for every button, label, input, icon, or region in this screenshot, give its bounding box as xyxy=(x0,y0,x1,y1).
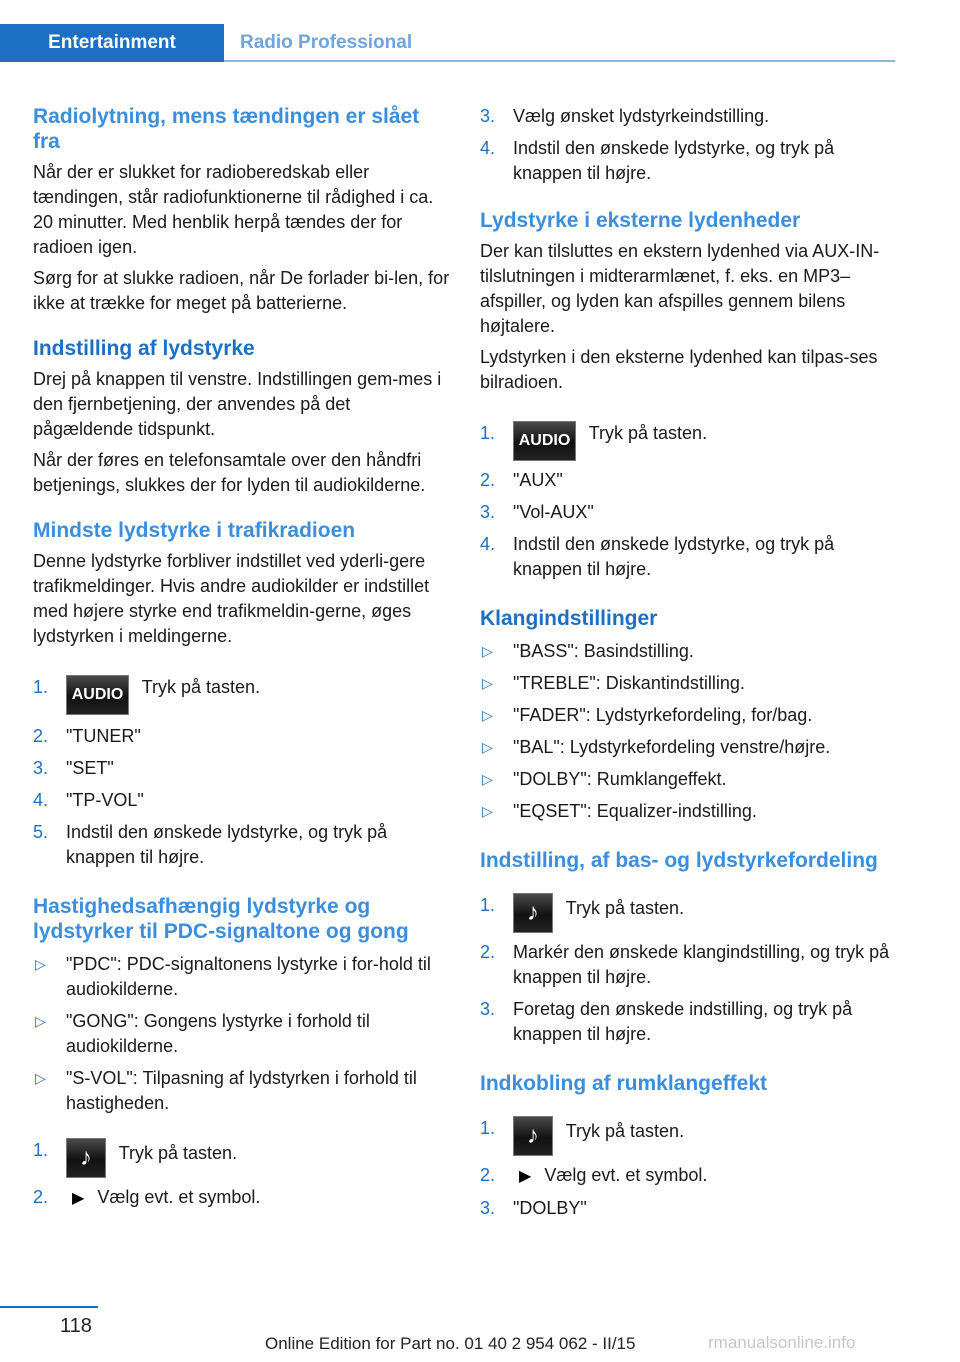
step-number: 4. xyxy=(480,138,496,158)
list-item xyxy=(480,104,898,129)
step-number: 2. xyxy=(480,470,496,490)
section-title-sound-settings: Klangindstillinger xyxy=(480,607,658,630)
steps-list xyxy=(480,104,898,186)
arrow-right-icon: ▶ xyxy=(519,1168,532,1185)
step-number: 5. xyxy=(33,822,49,842)
list-item xyxy=(33,756,451,781)
audio-button[interactable]: AUDIO xyxy=(66,675,129,715)
paragraph: Drej på knappen til venstre. Indstillingen gem-mes i den fjernbetjening, der anvendes på det pågældende tidspunkt. xyxy=(33,369,442,439)
step-text: Vælg evt. et symbol. xyxy=(544,1165,708,1185)
list-item xyxy=(480,940,898,990)
list-item xyxy=(33,952,451,1002)
step-text: Indstil den ønskede lydstyrke, og tryk på knappen til højre. xyxy=(513,138,835,183)
section-title-volume: Indstilling af lydstyrke xyxy=(33,337,255,360)
step-number: 4. xyxy=(480,534,496,554)
step-text: "AUX" xyxy=(513,470,563,490)
list-item xyxy=(480,500,898,525)
list-item xyxy=(480,1163,898,1189)
page-number: 118 xyxy=(60,1315,92,1337)
bullet-text: "BAL": Lydstyrkefordeling venstre/højre. xyxy=(513,737,831,757)
bullet-icon: ▷ xyxy=(482,675,493,691)
bullet-list xyxy=(33,952,451,1116)
paragraph: Der kan tilsluttes en ekstern lydenhed via AUX-IN-tilslutningen i midterarmlænet, f. eks. en MP3–afspiller, og lyden kan afspilles gennem bilens højtalere. xyxy=(480,241,880,336)
tab-radio-professional[interactable]: Radio Professional xyxy=(240,32,413,53)
paragraph: Lydstyrken i den eksterne lydenhed kan tilpas-ses bilradioen. xyxy=(480,347,878,392)
step-text: "TP-VOL" xyxy=(66,790,144,810)
list-item xyxy=(480,735,898,760)
section-title-min-traffic-volume: Mindste lydstyrke i trafikradioen xyxy=(33,519,356,542)
bullet-text: "PDC": PDC-signaltonens lystyrke i for-hold til audiokilderne. xyxy=(66,954,431,999)
step-text: Vælg evt. et symbol. xyxy=(97,1187,261,1207)
steps-list xyxy=(33,667,451,870)
step-number: 1. xyxy=(33,677,49,697)
step-text: "Vol-AUX" xyxy=(513,502,594,522)
left-column xyxy=(33,102,451,1211)
step-number: 3. xyxy=(480,1198,496,1218)
list-item xyxy=(480,671,898,696)
bullet-icon: ▷ xyxy=(482,803,493,819)
section-title-reverb: Indkobling af rumklangeffekt xyxy=(480,1072,768,1095)
bullet-text: "TREBLE": Diskantindstilling. xyxy=(513,673,745,693)
step-text: Tryk på tasten. xyxy=(118,1143,238,1163)
step-number: 3. xyxy=(480,502,496,522)
bullet-icon: ▷ xyxy=(482,643,493,659)
bullet-text: "EQSET": Equalizer-indstilling. xyxy=(513,801,757,821)
bullet-text: "DOLBY": Rumklangeffekt. xyxy=(513,769,727,789)
step-text: Tryk på tasten. xyxy=(565,1121,685,1141)
bullet-icon: ▷ xyxy=(482,771,493,787)
bullet-icon: ▷ xyxy=(35,956,46,972)
bullet-text: "BASS": Basindstilling. xyxy=(513,641,694,661)
step-text: Tryk på tasten. xyxy=(141,677,261,697)
steps-list xyxy=(480,413,898,582)
list-item xyxy=(33,820,451,870)
bullet-icon: ▷ xyxy=(35,1013,46,1029)
bullet-text: "FADER": Lydstyrkefordeling, for/bag. xyxy=(513,705,813,725)
bullet-icon: ▷ xyxy=(482,739,493,755)
step-text: Markér den ønskede klangindstilling, og tryk på knappen til højre. xyxy=(513,942,890,987)
step-text: "SET" xyxy=(66,758,114,778)
list-item xyxy=(33,1185,451,1211)
edition-text: Online Edition for Part no. 01 40 2 954 062 - II/15 xyxy=(265,1334,636,1353)
list-item xyxy=(480,997,898,1047)
step-text: Foretag den ønskede indstilling, og tryk på knappen til højre. xyxy=(513,999,853,1044)
step-number: 3. xyxy=(33,758,49,778)
list-item xyxy=(33,667,451,717)
step-number: 3. xyxy=(480,999,496,1019)
music-note-icon[interactable]: ♪ xyxy=(513,893,553,933)
list-item xyxy=(33,1009,451,1059)
section-title-radio-ignition-off: Radiolytning, mens tændingen er slået fra xyxy=(33,105,420,153)
audio-button[interactable]: AUDIO xyxy=(513,421,576,461)
list-item xyxy=(480,468,898,493)
list-item xyxy=(33,724,451,749)
list-item xyxy=(480,136,898,186)
list-item xyxy=(33,788,451,813)
step-number: 1. xyxy=(480,1118,496,1138)
list-item xyxy=(480,799,898,824)
watermark: rmanualsonline.info xyxy=(708,1333,856,1352)
list-item xyxy=(480,413,898,461)
step-number: 1. xyxy=(33,1140,49,1160)
step-number: 2. xyxy=(33,1187,49,1207)
step-number: 2. xyxy=(480,1165,496,1185)
step-text: Tryk på tasten. xyxy=(588,423,708,443)
step-number: 1. xyxy=(480,895,496,915)
list-item xyxy=(480,532,898,582)
step-number: 2. xyxy=(480,942,496,962)
list-item xyxy=(33,1066,451,1116)
header-divider xyxy=(224,60,895,62)
bullet-text: "S-VOL": Tilpasning af lydstyrken i forhold til hastigheden. xyxy=(66,1068,417,1113)
list-item xyxy=(33,1130,451,1178)
bullet-icon: ▷ xyxy=(35,1070,46,1086)
steps-list xyxy=(480,885,898,1047)
paragraph: Sørg for at slukke radioen, når De forlader bi-len, for ikke at trække for meget på batterierne. xyxy=(33,268,450,313)
step-number: 4. xyxy=(33,790,49,810)
list-item xyxy=(480,1108,898,1156)
paragraph: Denne lydstyrke forbliver indstillet ved yderli-gere trafikmeldinger. Hvis andre audiokilder er indstillet med højere styrke end trafikmeldin-gerne, øges lydstyrken i meldingerne. xyxy=(33,551,430,646)
list-item xyxy=(480,885,898,933)
page-header xyxy=(0,24,895,62)
section-title-bass-volume-distribution: Indstilling, af bas- og lydstyrkefordeling xyxy=(480,849,878,872)
music-note-icon[interactable]: ♪ xyxy=(66,1138,106,1178)
paragraph: Når der føres en telefonsamtale over den håndfri betjenings, slukkes der for lyden til audiokilderne. xyxy=(33,450,426,495)
bullet-icon: ▷ xyxy=(482,707,493,723)
list-item xyxy=(480,703,898,728)
bullet-list xyxy=(480,639,898,824)
step-text: "DOLBY" xyxy=(513,1198,587,1218)
steps-list xyxy=(33,1130,451,1211)
step-text: Indstil den ønskede lydstyrke, og tryk på knappen til højre. xyxy=(66,822,388,867)
tab-entertainment[interactable]: Entertainment xyxy=(0,24,224,62)
footer-divider xyxy=(0,1306,98,1308)
step-number: 2. xyxy=(33,726,49,746)
step-number: 1. xyxy=(480,423,496,443)
arrow-right-icon: ▶ xyxy=(72,1190,85,1207)
step-text: "TUNER" xyxy=(66,726,141,746)
step-text: Indstil den ønskede lydstyrke, og tryk på knappen til højre. xyxy=(513,534,835,579)
music-note-icon[interactable]: ♪ xyxy=(513,1116,553,1156)
bullet-text: "GONG": Gongens lystyrke i forhold til audiokilderne. xyxy=(66,1011,370,1056)
step-text: Vælg ønsket lydstyrkeindstilling. xyxy=(513,106,770,126)
right-column xyxy=(480,102,898,1221)
step-number: 3. xyxy=(480,106,496,126)
list-item xyxy=(480,1196,898,1221)
section-title-speed-volume: Hastighedsafhængig lydstyrke og lydstyrker til PDC-signaltone og gong xyxy=(33,895,409,943)
paragraph: Når der er slukket for radioberedskab eller tændingen, står radiofunktionerne til rådighed i ca. 20 minutter. Med henblik herpå tændes der for radioen igen. xyxy=(33,162,434,257)
step-text: Tryk på tasten. xyxy=(565,898,685,918)
list-item xyxy=(480,767,898,792)
list-item xyxy=(480,639,898,664)
section-title-external-volume: Lydstyrke i eksterne lydenheder xyxy=(480,209,801,232)
steps-list xyxy=(480,1108,898,1221)
